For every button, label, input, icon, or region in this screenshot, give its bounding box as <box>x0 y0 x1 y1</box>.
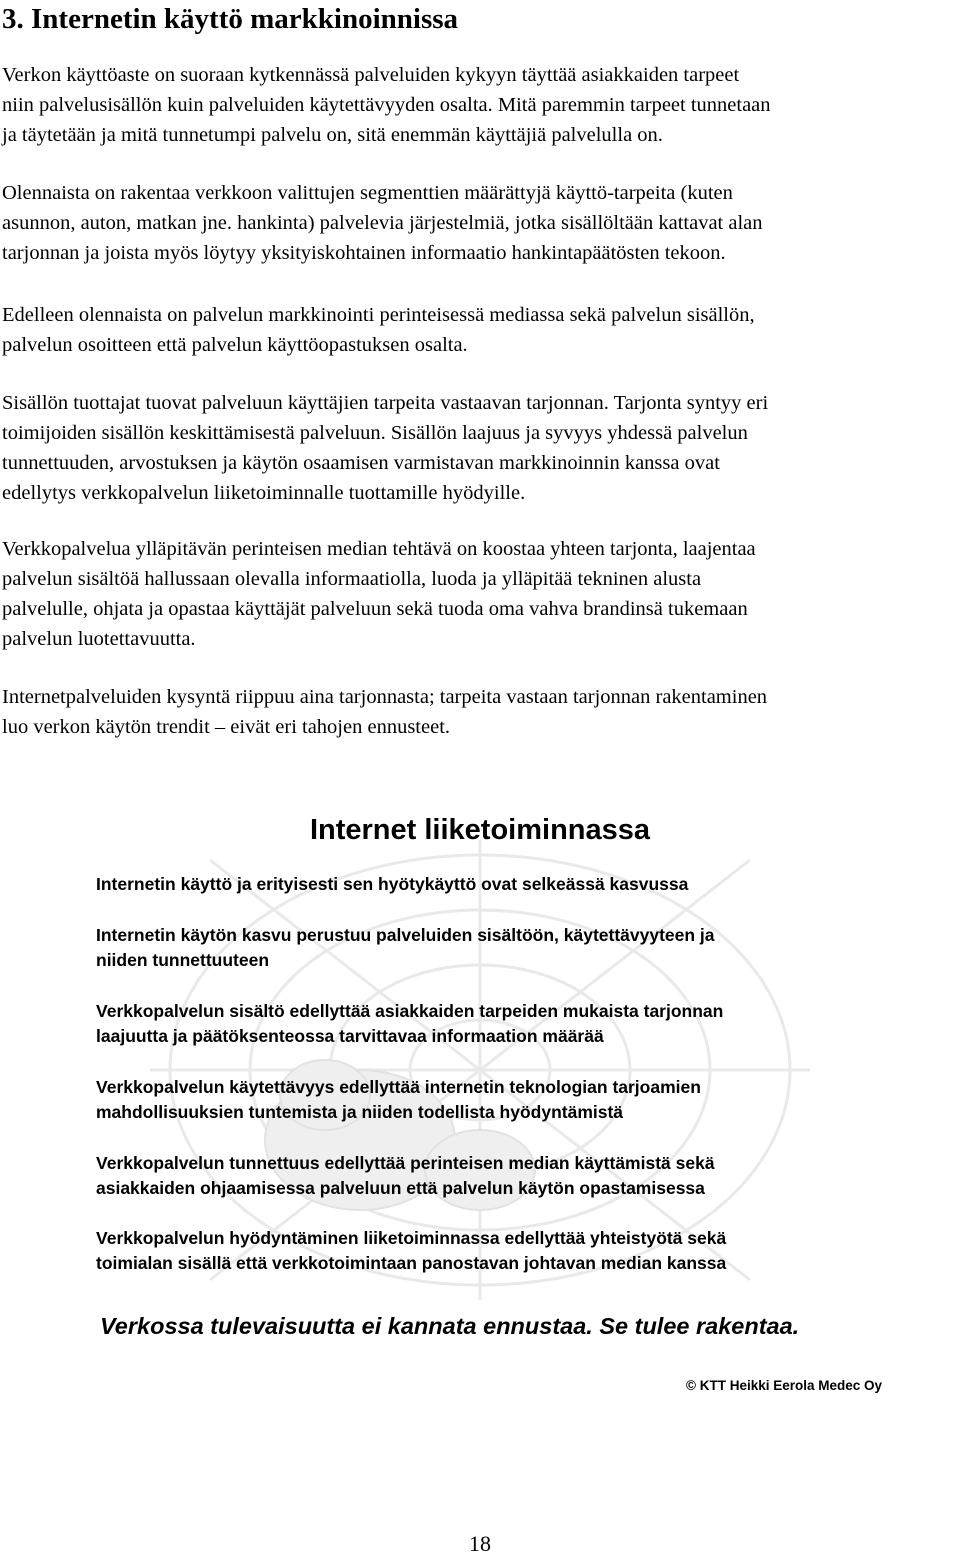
paragraph-5 <box>2 534 960 654</box>
text-line: Verkkopalvelun sisältö edellyttää asiakkaiden tarpeiden mukaista tarjonnan <box>96 1001 724 1021</box>
text-line: Verkkopalvelun käytettävyys edellyttää internetin teknologian tarjoamien <box>96 1077 701 1097</box>
text-line: asunnon, auton, matkan jne. hankinta) palvelevia järjestelmiä, jotka sisällöltään kattavat alan <box>2 212 763 234</box>
section-heading: 3. Internetin käyttö markkinoinnissa <box>2 3 459 35</box>
paragraph-1 <box>2 60 960 150</box>
text-line: Sisällön tuottajat tuovat palveluun käyttäjien tarpeita vastaavan tarjonnan. Tarjonta syntyy eri <box>2 392 769 414</box>
text-line: edellytys verkkopalvelun liiketoiminnalle tuottamille hyödyille. <box>2 482 526 504</box>
text-line: Edelleen olennaista on palvelun markkinointi perinteisessä mediassa sekä palvelun sisällön, <box>2 304 755 326</box>
bullet-point-4 <box>96 1075 896 1125</box>
text-line: luo verkon käytön trendit – eivät eri tahojen ennusteet. <box>2 716 451 738</box>
bullet-point-1 <box>96 872 896 897</box>
text-line: niiden tunnettuuteen <box>96 950 270 970</box>
paragraph-2 <box>2 178 960 268</box>
page-number: 18 <box>469 1531 491 1556</box>
text-line: tunnettuuden, arvostuksen ja käytön osaamisen varmistavan markkinoinnin kanssa ovat <box>2 452 720 474</box>
bullet-point-2 <box>96 923 896 973</box>
text-line: palvelun osoitteen että palvelun käyttöopastuksen osalta. <box>2 334 468 356</box>
bullet-point-6 <box>96 1226 896 1276</box>
text-line: Olennaista on rakentaa verkkoon valittujen segmenttien määrättyjä käyttö-tarpeita (kuten <box>2 182 733 204</box>
text-line: tarjonnan ja joista myös löytyy yksityiskohtainen informaatio hankintapäätösten tekoon. <box>2 242 726 264</box>
text-line: Verkkopalvelun hyödyntäminen liiketoiminnassa edellyttää yhteistyötä sekä <box>96 1228 727 1248</box>
text-line: palvelun sisältöä hallussaan olevalla informaatiolla, luoda ja ylläpitää tekninen alusta <box>2 568 702 590</box>
text-line: toimijoiden sisällön keskittämisestä palveluun. Sisällön laajuus ja syvyys yhdessä palvelun <box>2 422 748 444</box>
bullet-point-5 <box>96 1151 896 1201</box>
text-line: Internetin käyttö ja erityisesti sen hyötykäyttö ovat selkeässä kasvussa <box>96 874 689 894</box>
paragraph-3 <box>2 300 960 360</box>
text-line: Verkkopalvelua ylläpitävän perinteisen median tehtävä on koostaa yhteen tarjonta, laajentaa <box>2 538 756 560</box>
text-line: Internetin käytön kasvu perustuu palveluiden sisältöön, käytettävyyteen ja <box>96 925 715 945</box>
slogan: Verkossa tulevaisuutta ei kannata ennustaa. Se tulee rakentaa. <box>100 1313 800 1339</box>
copyright-notice: © KTT Heikki Eerola Medec Oy <box>686 1378 883 1393</box>
paragraph-6 <box>2 682 960 742</box>
text-line: ja täytetään ja mitä tunnetumpi palvelu on, sitä enemmän käyttäjiä palvelulla on. <box>2 124 663 146</box>
text-line: toimialan sisällä että verkkotoimintaan panostavan johtavan median kanssa <box>96 1253 727 1273</box>
text-line: Verkkopalvelun tunnettuus edellyttää perinteisen median käyttämistä sekä <box>96 1153 715 1173</box>
text-line: asiakkaiden ohjaamisessa palveluun että palvelun käytön opastamisessa <box>96 1178 705 1198</box>
paragraph-4 <box>2 388 960 508</box>
text-line: palvelun luotettavuutta. <box>2 628 196 650</box>
text-line: palvelulle, ohjata ja opastaa käyttäjät palveluun sekä tuoda oma vahva brandinsä tukemaan <box>2 598 748 620</box>
box-title: Internet liiketoiminnassa <box>309 814 651 846</box>
text-line: laajuutta ja päätöksenteossa tarvittavaa informaation määrää <box>96 1026 604 1046</box>
bullet-point-3 <box>96 999 896 1049</box>
text-line: mahdollisuuksien tuntemista ja niiden todellista hyödyntämistä <box>96 1102 624 1122</box>
text-line: niin palvelusisällön kuin palveluiden käytettävyyden osalta. Mitä paremmin tarpeet tunnetaan <box>2 94 771 116</box>
text-line: Verkon käyttöaste on suoraan kytkennässä palveluiden kykyyn täyttää asiakkaiden tarpeet <box>2 64 740 86</box>
text-line: Internetpalveluiden kysyntä riippuu aina tarjonnasta; tarpeita vastaan tarjonnan rakentaminen <box>2 686 768 708</box>
